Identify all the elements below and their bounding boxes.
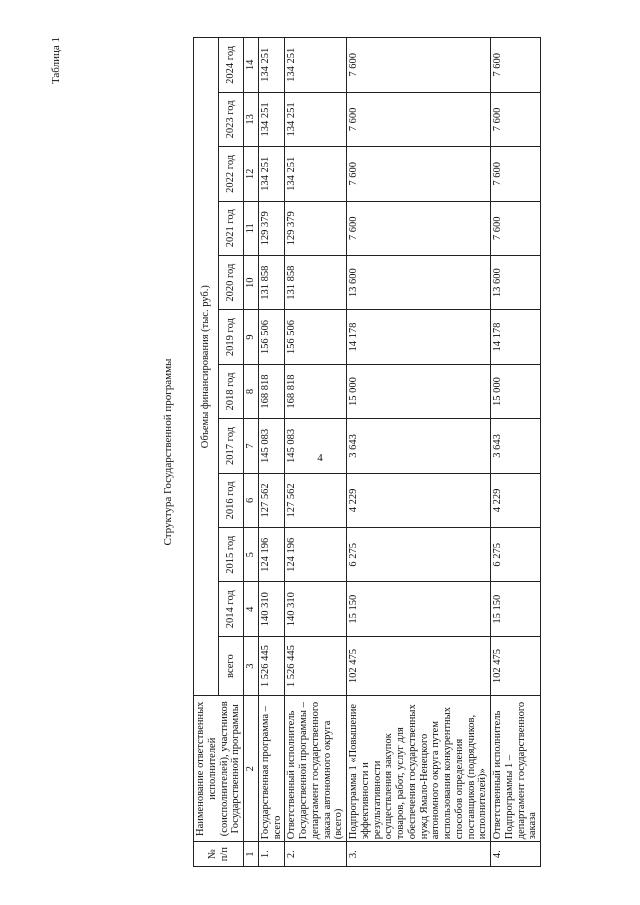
funding-value: 14 178 xyxy=(347,310,491,364)
header-year: 2019 год xyxy=(219,310,244,364)
funding-value: 7 600 xyxy=(491,92,541,146)
row-number: 2. xyxy=(285,842,347,867)
column-number: 4 xyxy=(244,582,259,636)
table-row xyxy=(258,38,285,867)
funding-value: 4 229 xyxy=(491,473,541,527)
document-title: Структура Государственной программы xyxy=(162,358,174,546)
funding-value: 134 251 xyxy=(258,92,285,146)
funding-value: 3 643 xyxy=(347,419,491,473)
funding-value: 4 229 xyxy=(347,473,491,527)
funding-value: 7 600 xyxy=(491,38,541,93)
funding-value: 7 600 xyxy=(347,147,491,201)
header-year: 2022 год xyxy=(219,147,244,201)
funding-value: 156 506 xyxy=(258,310,285,364)
funding-value: 127 562 xyxy=(285,473,347,527)
column-number: 8 xyxy=(244,364,259,418)
column-number: 3 xyxy=(244,636,259,695)
header-year: 2021 год xyxy=(219,201,244,255)
funding-value: 124 196 xyxy=(258,528,285,582)
table-row xyxy=(285,38,347,867)
rotated-page xyxy=(45,37,595,867)
row-number: 4. xyxy=(491,842,541,867)
column-number: 6 xyxy=(244,473,259,527)
funding-value: 15 000 xyxy=(491,364,541,418)
funding-value: 13 600 xyxy=(347,255,491,309)
column-number: 9 xyxy=(244,310,259,364)
header-year: 2015 год xyxy=(219,528,244,582)
funding-value: 131 858 xyxy=(285,255,347,309)
funding-value: 127 562 xyxy=(258,473,285,527)
funding-value: 124 196 xyxy=(285,528,347,582)
funding-value: 145 083 xyxy=(285,419,347,473)
header-year: 2017 год xyxy=(219,419,244,473)
page-number: 4 xyxy=(317,452,323,464)
table-row xyxy=(347,38,491,867)
funding-value: 1 526 445 xyxy=(258,636,285,695)
funding-value: 15 000 xyxy=(347,364,491,418)
funding-value: 102 475 xyxy=(347,636,491,695)
funding-value: 156 506 xyxy=(285,310,347,364)
funding-value: 7 600 xyxy=(491,147,541,201)
header-funding: Объемы финансирования (тыс. руб.) xyxy=(194,38,219,696)
column-number: 11 xyxy=(244,201,259,255)
funding-value: 6 275 xyxy=(347,528,491,582)
funding-value: 3 643 xyxy=(491,419,541,473)
funding-value: 145 083 xyxy=(258,419,285,473)
header-name: Наименование ответственных исполнителей (соисполнителей), участников Государственной программы xyxy=(194,696,244,842)
header-year: 2024 год xyxy=(219,38,244,93)
column-number: 14 xyxy=(244,38,259,93)
row-name: Государственная программа – всего xyxy=(258,696,285,842)
column-number: 7 xyxy=(244,419,259,473)
row-number: 1. xyxy=(258,842,285,867)
funding-value: 129 379 xyxy=(285,201,347,255)
funding-value: 7 600 xyxy=(491,201,541,255)
header-year: 2016 год xyxy=(219,473,244,527)
header-num: № п/п xyxy=(194,842,244,867)
header-total: всего xyxy=(219,636,244,695)
row-name: Ответственный исполнитель Подпрограммы 1 – департамент государственного заказа xyxy=(491,696,541,842)
funding-value: 102 475 xyxy=(491,636,541,695)
header-year: 2018 год xyxy=(219,364,244,418)
column-number: 5 xyxy=(244,528,259,582)
funding-value: 129 379 xyxy=(258,201,285,255)
funding-value: 7 600 xyxy=(347,92,491,146)
funding-value: 168 818 xyxy=(285,364,347,418)
funding-value: 134 251 xyxy=(285,147,347,201)
column-number: 2 xyxy=(244,696,259,842)
row-name: Ответственный исполнитель Государственной программы – департамент государственного заказа автономного округа (всего) xyxy=(285,696,347,842)
funding-value: 134 251 xyxy=(258,38,285,93)
program-structure-table xyxy=(193,37,541,867)
column-number: 13 xyxy=(244,92,259,146)
column-number: 12 xyxy=(244,147,259,201)
funding-value: 13 600 xyxy=(491,255,541,309)
funding-value: 14 178 xyxy=(491,310,541,364)
funding-value: 134 251 xyxy=(285,38,347,93)
funding-value: 15 150 xyxy=(491,582,541,636)
funding-value: 7 600 xyxy=(347,38,491,93)
funding-value: 6 275 xyxy=(491,528,541,582)
funding-value: 7 600 xyxy=(347,201,491,255)
funding-value: 131 858 xyxy=(258,255,285,309)
funding-value: 134 251 xyxy=(258,147,285,201)
table-row xyxy=(491,38,541,867)
column-number: 1 xyxy=(244,842,259,867)
header-year: 2023 год xyxy=(219,92,244,146)
column-number: 10 xyxy=(244,255,259,309)
row-number: 3. xyxy=(347,842,491,867)
header-year: 2014 год xyxy=(219,582,244,636)
table-label: Таблица 1 xyxy=(50,37,62,85)
row-name: Подпрограмма 1 «Повышение эффективности и результативности осуществления закупок товаров, работ, услуг для обеспечения государственных нужд Ямало-Ненецкого автономного округа путем использования конкурентных способов определения поставщиков (подрядчиков, исполнителей)» xyxy=(347,696,491,842)
funding-value: 140 310 xyxy=(258,582,285,636)
funding-value: 140 310 xyxy=(285,582,347,636)
header-year: 2020 год xyxy=(219,255,244,309)
funding-value: 15 150 xyxy=(347,582,491,636)
funding-value: 168 818 xyxy=(258,364,285,418)
funding-value: 1 526 445 xyxy=(285,636,347,695)
funding-value: 134 251 xyxy=(285,92,347,146)
